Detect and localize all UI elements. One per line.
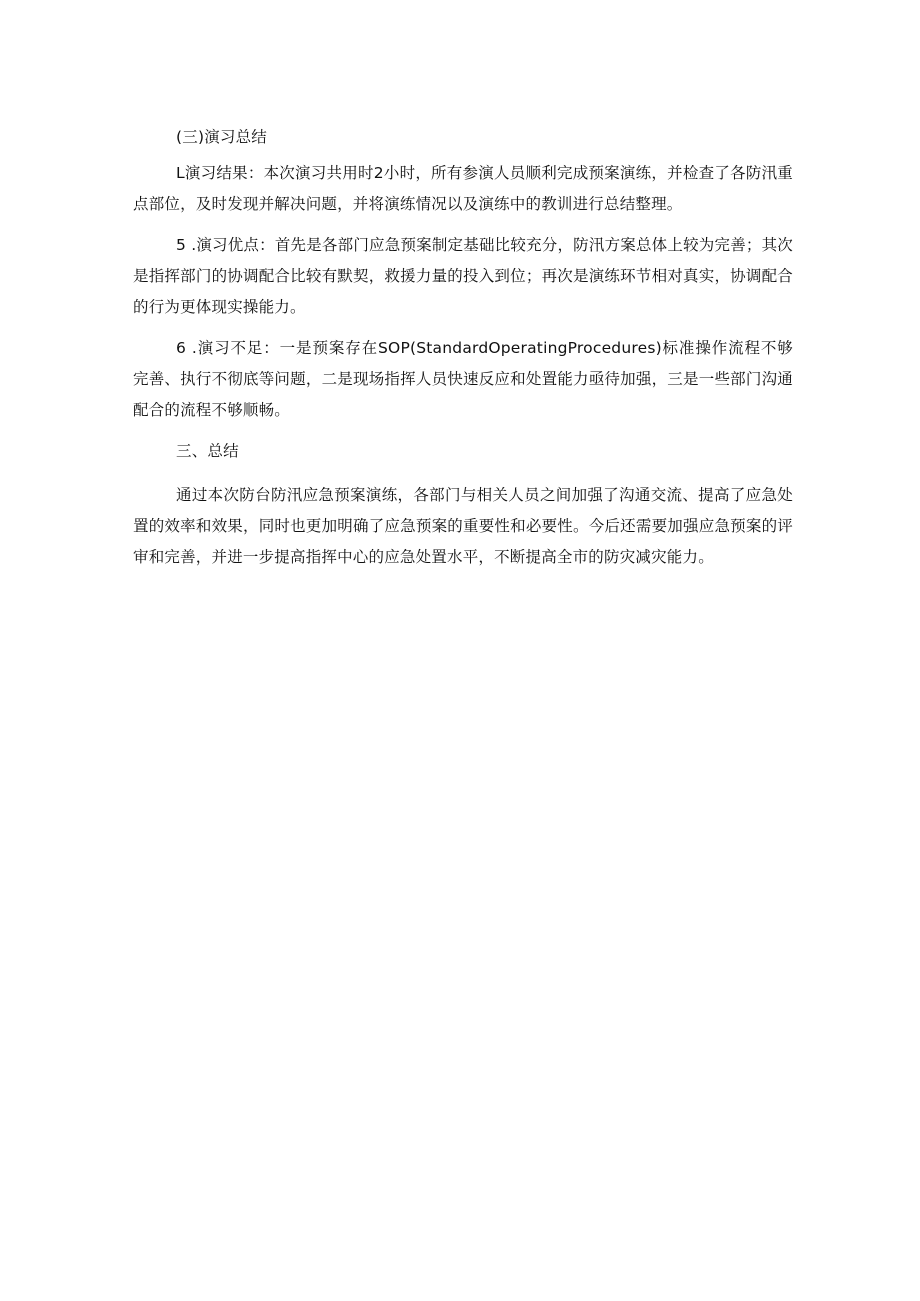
section-heading-conclusion: 三、总结: [176, 442, 239, 460]
paragraph-conclusion: 通过本次防台防汛应急预案演练，各部门与相关人员之间加强了沟通交流、提高了应急处置的效率和效果，同时也更加明确了应急预案的重要性和必要性。今后还需要加强应急预案的评审和完善，并进一步提高指挥中心的应急处置水平，不断提高全市的防灾减灾能力。: [133, 486, 793, 566]
document-body: [133, 122, 793, 573]
paragraph-drill-weaknesses: 6 .演习不足：一是预案存在SOP(StandardOperatingProcedures)标准操作流程不够完善、执行不彻底等问题，二是现场指挥人员快速反应和处置能力亟待加强，三是一些部门沟通配合的流程不够顺畅。: [133, 339, 793, 419]
section-heading-drill-summary: (三)演习总结: [176, 128, 267, 146]
paragraph-drill-strengths: 5 .演习优点：首先是各部门应急预案制定基础比较充分，防汛方案总体上较为完善；其次是指挥部门的协调配合比较有默契，救援力量的投入到位；再次是演练环节相对真实，协调配合的行为更体现实操能力。: [133, 236, 793, 316]
paragraph-drill-result: L演习结果：本次演习共用时2小时，所有参演人员顺利完成预案演练，并检查了各防汛重点部位，及时发现并解决问题，并将演练情况以及演练中的教训进行总结整理。: [133, 164, 793, 213]
